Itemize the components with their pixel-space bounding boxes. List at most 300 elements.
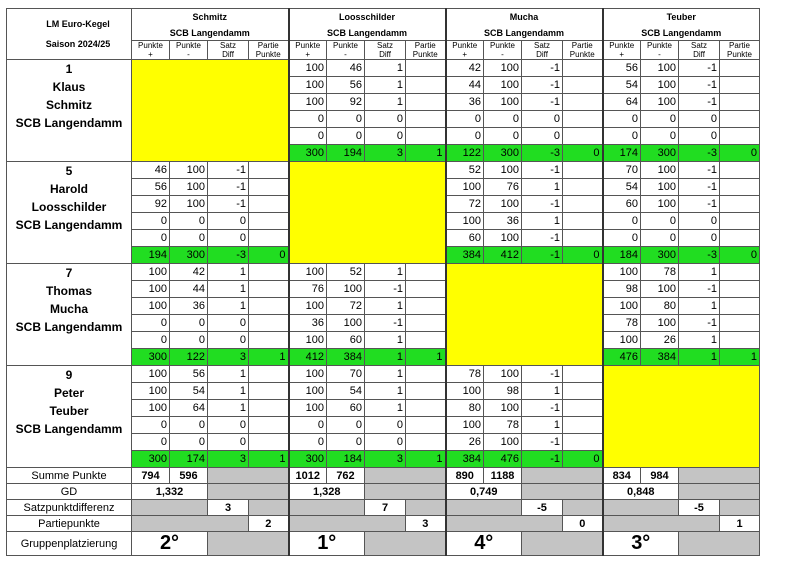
column-header-bottom: +	[305, 50, 311, 59]
points-minus: 100	[484, 230, 522, 247]
set-diff: -1	[522, 366, 563, 383]
points-minus: 100	[327, 281, 365, 298]
points-minus: 0	[170, 315, 208, 332]
column-header-top: Punkte	[490, 41, 515, 50]
points-minus: 0	[170, 434, 208, 451]
player-info	[7, 264, 132, 366]
total-match-points: 0	[249, 247, 289, 264]
points-minus: 44	[170, 281, 208, 298]
points-plus: 0	[603, 128, 641, 145]
summary-gray	[132, 500, 208, 516]
match-points	[563, 417, 603, 434]
player-club: SCB Langendamm	[15, 320, 123, 334]
match-points	[406, 298, 446, 315]
points-minus: 100	[641, 77, 679, 94]
points-plus: 80	[446, 400, 484, 417]
points-plus: 26	[446, 434, 484, 451]
summary-label-set-diff: Satzpunktdifferenz	[7, 500, 132, 516]
points-minus: 100	[484, 162, 522, 179]
points-plus: 60	[603, 196, 641, 213]
total-match-points: 0	[563, 145, 603, 162]
match-points	[563, 60, 603, 77]
points-plus: 60	[446, 230, 484, 247]
gd-value: 1,332	[132, 484, 208, 500]
match-points	[249, 315, 289, 332]
set-diff: 1	[365, 332, 406, 349]
points-plus: 46	[132, 162, 170, 179]
match-points	[406, 77, 446, 94]
column-header	[679, 41, 720, 60]
points-plus: 0	[132, 332, 170, 349]
opponent-club-header: SCB Langendamm	[446, 26, 603, 41]
opponent-club-header: SCB Langendamm	[289, 26, 446, 41]
match-points	[249, 383, 289, 400]
self-match-empty	[446, 264, 603, 366]
points-minus: 100	[484, 366, 522, 383]
set-diff: -1	[679, 60, 720, 77]
column-header-bottom: -	[344, 50, 347, 59]
column-header	[365, 41, 406, 60]
points-plus: 100	[289, 298, 327, 315]
column-header-bottom: +	[462, 50, 468, 59]
player-info	[7, 162, 132, 264]
match-points	[249, 366, 289, 383]
total-match-points: 0	[720, 247, 760, 264]
points-minus: 0	[170, 230, 208, 247]
column-header-bottom: Punkte	[255, 50, 281, 59]
opponent-name-header: Teuber	[603, 9, 760, 26]
match-points	[406, 383, 446, 400]
points-minus: 0	[484, 111, 522, 128]
match-points	[563, 128, 603, 145]
points-plus: 100	[289, 383, 327, 400]
match-points	[406, 417, 446, 434]
total-points-minus: 300	[641, 145, 679, 162]
match-points	[249, 400, 289, 417]
column-header	[641, 41, 679, 60]
player-last-name: Loosschilder	[31, 200, 107, 214]
total-set-diff: -3	[522, 145, 563, 162]
points-plus: 0	[446, 111, 484, 128]
points-plus: 100	[446, 383, 484, 400]
points-minus: 100	[170, 179, 208, 196]
points-minus: 70	[327, 366, 365, 383]
match-points	[720, 281, 760, 298]
match-points	[720, 128, 760, 145]
column-header-top: Partie	[414, 41, 436, 50]
player-club: SCB Langendamm	[15, 218, 123, 232]
points-plus: 52	[446, 162, 484, 179]
set-diff: 0	[679, 128, 720, 145]
summary-gray	[679, 532, 760, 556]
points-plus: 100	[132, 400, 170, 417]
summary-gray	[208, 468, 289, 484]
column-header-top: Partie	[257, 41, 279, 50]
points-plus: 100	[603, 264, 641, 281]
set-diff: -1	[522, 230, 563, 247]
points-minus: 78	[641, 264, 679, 281]
player-first-name: Thomas	[45, 284, 92, 298]
summary-gray	[289, 516, 406, 532]
total-set-diff: 1	[679, 349, 720, 366]
points-plus: 78	[446, 366, 484, 383]
total-set-diff: -3	[679, 247, 720, 264]
placement-value: 1°	[289, 532, 365, 556]
total-points-plus: 300	[289, 145, 327, 162]
set-diff: -1	[679, 77, 720, 94]
set-diff: -1	[522, 60, 563, 77]
points-plus: 36	[289, 315, 327, 332]
points-plus: 100	[446, 417, 484, 434]
match-points-value: 2	[249, 516, 289, 532]
points-plus: 72	[446, 196, 484, 213]
set-diff: 1	[208, 383, 249, 400]
player-first-name: Klaus	[52, 80, 86, 94]
match-points	[720, 179, 760, 196]
total-points-minus: 300	[484, 145, 522, 162]
points-minus: 100	[170, 162, 208, 179]
set-diff: -1	[208, 196, 249, 213]
points-plus: 42	[446, 60, 484, 77]
summary-gray	[679, 484, 760, 500]
column-header	[132, 41, 170, 60]
match-points	[720, 264, 760, 281]
points-minus: 0	[641, 128, 679, 145]
set-diff: 0	[522, 111, 563, 128]
column-header	[484, 41, 522, 60]
points-plus: 56	[603, 60, 641, 77]
points-minus: 100	[170, 196, 208, 213]
summary-gray	[679, 468, 760, 484]
points-minus: 64	[170, 400, 208, 417]
points-minus: 46	[327, 60, 365, 77]
results-table	[6, 8, 760, 556]
summary-label-gd: GD	[7, 484, 132, 500]
points-plus: 0	[132, 213, 170, 230]
points-plus: 100	[132, 383, 170, 400]
match-points	[720, 162, 760, 179]
points-minus: 100	[484, 60, 522, 77]
set-diff: 1	[522, 179, 563, 196]
set-diff: 1	[208, 264, 249, 281]
points-minus: 54	[170, 383, 208, 400]
total-match-points: 1	[406, 451, 446, 468]
set-diff: 1	[365, 60, 406, 77]
points-minus: 100	[641, 162, 679, 179]
points-plus: 100	[289, 77, 327, 94]
player-club: SCB Langendamm	[15, 422, 123, 436]
column-header-top: Partie	[729, 41, 750, 50]
total-points-plus: 476	[603, 349, 641, 366]
points-minus: 72	[327, 298, 365, 315]
match-points	[406, 281, 446, 298]
player-last-name: Mucha	[49, 302, 88, 316]
column-header-bottom: -	[501, 50, 504, 59]
points-plus: 78	[603, 315, 641, 332]
match-points	[720, 111, 760, 128]
points-minus: 0	[170, 332, 208, 349]
placement-value: 4°	[446, 532, 522, 556]
total-points-plus: 194	[132, 247, 170, 264]
total-points-minus: 300	[641, 247, 679, 264]
summary-gray	[563, 500, 603, 516]
set-diff: -1	[208, 162, 249, 179]
self-match-empty	[289, 162, 446, 264]
set-diff: -1	[679, 196, 720, 213]
total-set-diff: -1	[522, 451, 563, 468]
total-points-plus: 300	[132, 451, 170, 468]
match-points	[563, 400, 603, 417]
set-diff: 0	[208, 417, 249, 434]
set-diff: 1	[208, 366, 249, 383]
match-points	[406, 111, 446, 128]
set-diff: 0	[365, 417, 406, 434]
column-header-top: Partie	[571, 41, 593, 50]
column-header-bottom: Diff	[536, 50, 548, 59]
points-plus: 100	[289, 400, 327, 417]
set-diff: -1	[679, 179, 720, 196]
total-points-minus: 384	[641, 349, 679, 366]
summary-row-points	[7, 468, 760, 484]
column-header	[249, 41, 289, 60]
sum-points-minus: 596	[170, 468, 208, 484]
points-minus: 78	[484, 417, 522, 434]
points-minus: 0	[641, 213, 679, 230]
points-minus: 0	[641, 230, 679, 247]
set-diff: 0	[208, 315, 249, 332]
match-points	[249, 230, 289, 247]
player-first-name: Harold	[49, 182, 88, 196]
match-points	[563, 77, 603, 94]
points-minus: 100	[641, 60, 679, 77]
points-minus: 100	[641, 179, 679, 196]
points-plus: 0	[132, 315, 170, 332]
match-points	[249, 179, 289, 196]
total-points-plus: 300	[289, 451, 327, 468]
summary-row-gd	[7, 484, 760, 500]
column-header-bottom: Punkte	[727, 50, 752, 59]
match-points	[249, 434, 289, 451]
set-diff: 1	[365, 77, 406, 94]
column-header-bottom: Punkte	[412, 50, 438, 59]
column-header-bottom: -	[658, 50, 661, 59]
match-points	[720, 77, 760, 94]
points-minus: 52	[327, 264, 365, 281]
self-match-empty	[132, 60, 289, 162]
set-diff: 1	[208, 281, 249, 298]
column-header	[720, 41, 760, 60]
column-header	[327, 41, 365, 60]
match-points	[563, 162, 603, 179]
set-diff: 0	[365, 128, 406, 145]
self-match-empty	[603, 366, 760, 468]
points-minus: 56	[327, 77, 365, 94]
match-points-value: 1	[720, 516, 760, 532]
player-rank: 1	[65, 62, 73, 76]
total-points-minus: 412	[484, 247, 522, 264]
points-plus: 0	[289, 128, 327, 145]
set-diff: 1	[365, 94, 406, 111]
points-plus: 0	[132, 230, 170, 247]
set-diff: 1	[365, 400, 406, 417]
summary-gray	[406, 500, 446, 516]
total-points-minus: 384	[327, 349, 365, 366]
points-minus: 0	[327, 111, 365, 128]
match-points	[720, 213, 760, 230]
points-plus: 100	[289, 332, 327, 349]
set-diff: -1	[679, 315, 720, 332]
match-points	[720, 94, 760, 111]
set-diff: 1	[679, 264, 720, 281]
summary-gray	[365, 532, 446, 556]
points-minus: 100	[641, 196, 679, 213]
points-plus: 100	[603, 298, 641, 315]
set-diff: -1	[679, 281, 720, 298]
total-points-plus: 122	[446, 145, 484, 162]
set-diff: 0	[208, 434, 249, 451]
set-diff: -1	[522, 162, 563, 179]
match-points	[720, 315, 760, 332]
summary-gray	[522, 468, 603, 484]
total-match-points: 1	[720, 349, 760, 366]
total-points-minus: 184	[327, 451, 365, 468]
player-first-name: Peter	[53, 386, 85, 400]
points-plus: 36	[446, 94, 484, 111]
match-points	[249, 298, 289, 315]
points-plus: 0	[446, 128, 484, 145]
total-points-plus: 384	[446, 451, 484, 468]
total-points-plus: 384	[446, 247, 484, 264]
total-points-minus: 194	[327, 145, 365, 162]
game-row	[7, 366, 760, 383]
set-diff: -1	[522, 434, 563, 451]
points-plus: 100	[289, 60, 327, 77]
summary-gray	[446, 516, 563, 532]
match-points	[406, 434, 446, 451]
column-header	[603, 41, 641, 60]
game-row	[7, 60, 760, 77]
gd-value: 0,848	[603, 484, 679, 500]
points-plus: 100	[289, 264, 327, 281]
opponent-club-header: SCB Langendamm	[132, 26, 289, 41]
total-points-plus: 184	[603, 247, 641, 264]
points-minus: 0	[327, 434, 365, 451]
match-points	[406, 315, 446, 332]
points-plus: 98	[603, 281, 641, 298]
points-minus: 60	[327, 332, 365, 349]
set-diff-value: -5	[522, 500, 563, 516]
points-plus: 100	[603, 332, 641, 349]
set-diff: -1	[522, 94, 563, 111]
points-plus: 100	[289, 94, 327, 111]
summary-gray	[208, 484, 289, 500]
column-header	[446, 41, 484, 60]
opponent-name-header: Mucha	[446, 9, 603, 26]
column-header	[522, 41, 563, 60]
match-points	[249, 162, 289, 179]
match-points	[563, 179, 603, 196]
set-diff: 0	[365, 111, 406, 128]
column-header	[170, 41, 208, 60]
match-points	[563, 434, 603, 451]
match-points-value: 0	[563, 516, 603, 532]
points-plus: 56	[132, 179, 170, 196]
summary-gray	[522, 532, 603, 556]
set-diff: -1	[679, 162, 720, 179]
points-plus: 0	[289, 434, 327, 451]
sum-points-plus: 1012	[289, 468, 327, 484]
header-row-opponent	[7, 9, 760, 26]
points-minus: 100	[484, 434, 522, 451]
points-plus: 0	[132, 434, 170, 451]
match-points	[720, 60, 760, 77]
summary-label-match-points: Partiepunkte	[7, 516, 132, 532]
total-points-plus: 412	[289, 349, 327, 366]
match-points	[406, 128, 446, 145]
match-points	[563, 383, 603, 400]
points-plus: 70	[603, 162, 641, 179]
player-rank: 9	[65, 368, 73, 382]
column-header-top: Punkte	[176, 41, 201, 50]
points-plus: 64	[603, 94, 641, 111]
set-diff-value: -5	[679, 500, 720, 516]
total-match-points: 0	[563, 451, 603, 468]
points-minus: 76	[484, 179, 522, 196]
points-minus: 100	[641, 281, 679, 298]
set-diff: -1	[679, 94, 720, 111]
column-header-bottom: -	[187, 50, 190, 59]
total-set-diff: -1	[522, 247, 563, 264]
title-line-2: Saison 2024/25	[45, 39, 111, 49]
placement-value: 2°	[132, 532, 208, 556]
points-plus: 100	[132, 366, 170, 383]
player-club: SCB Langendamm	[15, 116, 123, 130]
total-set-diff: -3	[679, 145, 720, 162]
match-points	[249, 213, 289, 230]
total-set-diff: 1	[365, 349, 406, 366]
set-diff: -1	[522, 196, 563, 213]
points-minus: 0	[170, 417, 208, 434]
points-minus: 100	[641, 315, 679, 332]
summary-gray	[720, 500, 760, 516]
total-set-diff: 3	[365, 451, 406, 468]
summary-gray	[603, 516, 720, 532]
set-diff: 1	[679, 332, 720, 349]
column-header-bottom: +	[148, 50, 153, 59]
set-diff: 1	[365, 366, 406, 383]
set-diff: 1	[365, 298, 406, 315]
points-minus: 100	[641, 94, 679, 111]
total-points-minus: 174	[170, 451, 208, 468]
summary-gray	[365, 484, 446, 500]
column-header-bottom: Diff	[379, 50, 391, 59]
set-diff: -1	[365, 315, 406, 332]
total-match-points: 1	[406, 349, 446, 366]
player-info	[7, 60, 132, 162]
points-plus: 54	[603, 77, 641, 94]
set-diff: -1	[208, 179, 249, 196]
points-plus: 100	[132, 264, 170, 281]
column-header-bottom: Punkte	[569, 50, 595, 59]
points-minus: 0	[641, 111, 679, 128]
column-header-bottom: Diff	[222, 50, 234, 59]
points-minus: 100	[327, 315, 365, 332]
column-header-top: Satz	[376, 41, 393, 50]
points-plus: 92	[132, 196, 170, 213]
column-header-top: Satz	[690, 41, 707, 50]
total-points-minus: 476	[484, 451, 522, 468]
set-diff: 0	[365, 434, 406, 451]
